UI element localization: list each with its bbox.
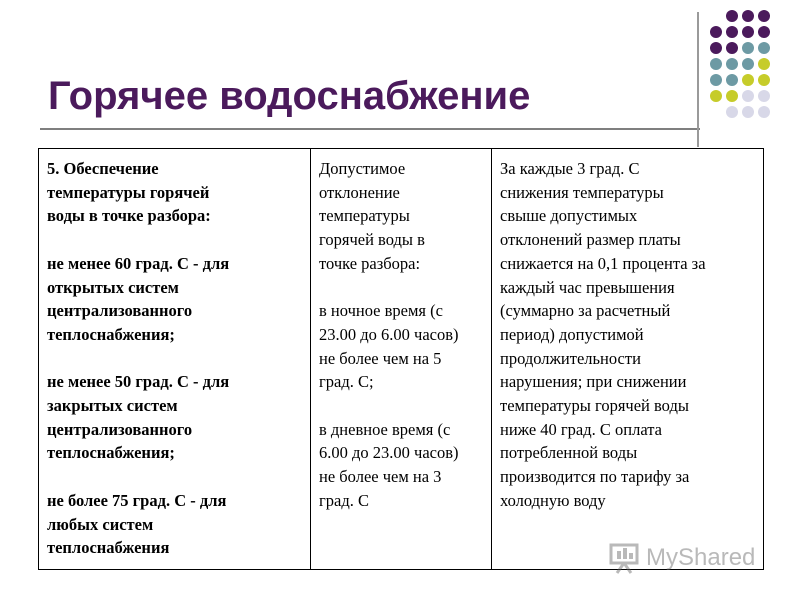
- requirement-any-systems: не более 75 град. С - для любых систем теплоснабжения: [47, 490, 227, 558]
- presentation-board-icon: [608, 541, 642, 575]
- requirement-closed-systems: не менее 50 град. С - для закрытых систем централизованного теплоснабжения;: [47, 372, 230, 463]
- decorative-dot: [758, 74, 770, 86]
- decorative-dot: [758, 58, 770, 70]
- decorative-dot: [758, 26, 770, 38]
- payment-cell: [492, 149, 764, 570]
- deviation-night: в ночное время (с 23.00 до 6.00 часов) не более чем на 5 град. С;: [319, 301, 459, 392]
- watermark-text: MyShared: [646, 544, 756, 571]
- decorative-dot: [742, 26, 754, 38]
- decorative-dot: [758, 106, 770, 118]
- decorative-dot: [710, 90, 722, 102]
- decorative-dot: [742, 10, 754, 22]
- deviation-heading: Допустимое отклонение температуры горячей воды в точке разбора:: [319, 159, 425, 273]
- decorative-dot: [710, 26, 722, 38]
- decorative-dot: [726, 106, 738, 118]
- decorative-dot: [726, 26, 738, 38]
- table-row: [39, 149, 764, 570]
- deviation-cell: [311, 149, 492, 570]
- vertical-divider: [697, 12, 699, 147]
- decorative-dot: [742, 90, 754, 102]
- decorative-dot: [726, 58, 738, 70]
- deviation-day: в дневное время (с 6.00 до 23.00 часов) не более чем на 3 град. С: [319, 419, 459, 510]
- slide-title: Горячее водоснабжение: [48, 74, 531, 118]
- decorative-dot-grid: [710, 10, 800, 130]
- decorative-dot: [742, 74, 754, 86]
- decorative-dot: [710, 58, 722, 70]
- decorative-dot: [742, 58, 754, 70]
- watermark: [608, 538, 755, 578]
- title-underline: [40, 128, 700, 130]
- decorative-dot: [710, 42, 722, 54]
- decorative-dot: [742, 42, 754, 54]
- requirements-table: [38, 148, 764, 570]
- decorative-dot: [758, 42, 770, 54]
- payment-rule: За каждые 3 град. С снижения температуры свыше допустимых отклонений размер платы снижается на 0,1 процента за каждый час превышения (суммарно за расчетный период) допустимой продолжительности нарушения; при снижении температуры горячей воды ниже 40 град. С оплата потребленной воды производится по тарифу за холодную воду: [500, 159, 706, 510]
- decorative-dot: [710, 74, 722, 86]
- requirement-cell: [39, 149, 311, 570]
- decorative-dot: [726, 10, 738, 22]
- decorative-dot: [758, 10, 770, 22]
- decorative-dot: [758, 90, 770, 102]
- decorative-dot: [726, 74, 738, 86]
- decorative-dot: [742, 106, 754, 118]
- decorative-dot: [726, 90, 738, 102]
- requirement-heading: 5. Обеспечение температуры горячей воды в точке разбора:: [47, 159, 211, 226]
- decorative-dot: [726, 42, 738, 54]
- requirement-open-systems: не менее 60 град. С - для открытых систем централизованного теплоснабжения;: [47, 253, 230, 344]
